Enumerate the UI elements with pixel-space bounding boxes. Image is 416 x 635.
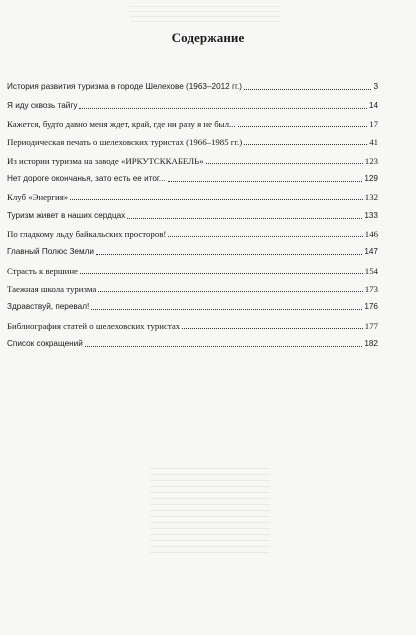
toc-page-number: 123 <box>364 155 378 166</box>
toc-page-number: 147 <box>364 247 378 257</box>
toc-entry-title: Таежная школа туризма <box>7 284 97 295</box>
toc-page-number: 146 <box>364 229 378 240</box>
toc-entry <box>7 111 378 129</box>
toc-entry-title: Здравствуй, перевал! <box>7 302 90 312</box>
dot-leader <box>79 108 366 109</box>
toc-entry <box>7 221 378 239</box>
toc-page-number: 129 <box>364 174 378 184</box>
toc-page-number: 154 <box>364 265 378 276</box>
dot-leader <box>244 89 371 90</box>
dot-leader <box>127 218 362 219</box>
toc-page-number: 14 <box>368 100 378 110</box>
toc-entry <box>7 92 378 110</box>
dot-leader <box>206 163 363 164</box>
table-of-contents <box>7 74 378 349</box>
toc-page-number: 3 <box>373 82 378 92</box>
dot-leader <box>244 144 367 145</box>
toc-entry-title: Страсть к вершине <box>7 265 78 276</box>
toc-entry-title: Список сокращений <box>7 339 83 349</box>
dot-leader <box>238 126 368 127</box>
toc-entry <box>7 166 378 184</box>
dot-leader <box>70 199 363 200</box>
toc-entry-title: Я иду сквозь тайгу <box>7 100 78 110</box>
dot-leader <box>80 273 363 274</box>
dot-leader <box>182 328 363 329</box>
toc-entry-title: История развития туризма в городе Шелехове (1963–2012 гг.) <box>7 82 242 92</box>
toc-page-number: 176 <box>364 302 378 312</box>
dot-leader <box>168 181 363 182</box>
toc-entry-title: Библиография статей о шелеховских туристах <box>7 320 181 331</box>
show-through-text <box>150 468 270 558</box>
dot-leader <box>91 309 362 310</box>
dot-leader <box>168 236 362 237</box>
toc-entry <box>7 294 378 312</box>
toc-entry-title: По гладкому льду байкальских просторов! <box>7 229 167 240</box>
toc-entry-title: Туризм живет в наших сердцах <box>7 210 126 220</box>
toc-page-number: 182 <box>364 339 378 349</box>
toc-page-number: 173 <box>364 284 378 295</box>
toc-entry <box>7 276 378 294</box>
toc-entry <box>7 74 378 92</box>
toc-page-number: 132 <box>364 192 378 203</box>
toc-entry-title: Главный Полюс Земли <box>7 247 94 257</box>
show-through-text <box>130 6 280 24</box>
toc-entry-title: Нет дороге окончанья, зато есть ее итог... <box>7 174 166 184</box>
toc-page-number: 177 <box>364 320 378 331</box>
toc-entry <box>7 202 378 220</box>
toc-entry <box>7 331 378 349</box>
toc-entry <box>7 312 378 330</box>
toc-entry-title: Клуб «Энергия» <box>7 192 69 203</box>
toc-entry <box>7 239 378 257</box>
toc-entry-title: Кажется, будто давно меня ждет, край, где ни разу я не был... <box>7 119 236 130</box>
toc-page-number: 41 <box>369 137 378 148</box>
toc-page-number: 17 <box>369 119 378 130</box>
toc-entry <box>7 184 378 202</box>
dot-leader <box>85 346 363 347</box>
toc-entry <box>7 257 378 275</box>
toc-entry-title: Периодическая печать о шелеховских туристах (1966–1985 гг.) <box>7 137 243 148</box>
dot-leader <box>98 291 363 292</box>
toc-entry <box>7 129 378 147</box>
toc-entry-title: Из истории туризма на заводе «ИРКУТСККАБЕЛЬ» <box>7 155 204 166</box>
toc-entry <box>7 147 378 165</box>
page-title: Содержание <box>171 30 245 45</box>
toc-page-number: 133 <box>364 210 378 220</box>
dot-leader <box>96 254 362 255</box>
